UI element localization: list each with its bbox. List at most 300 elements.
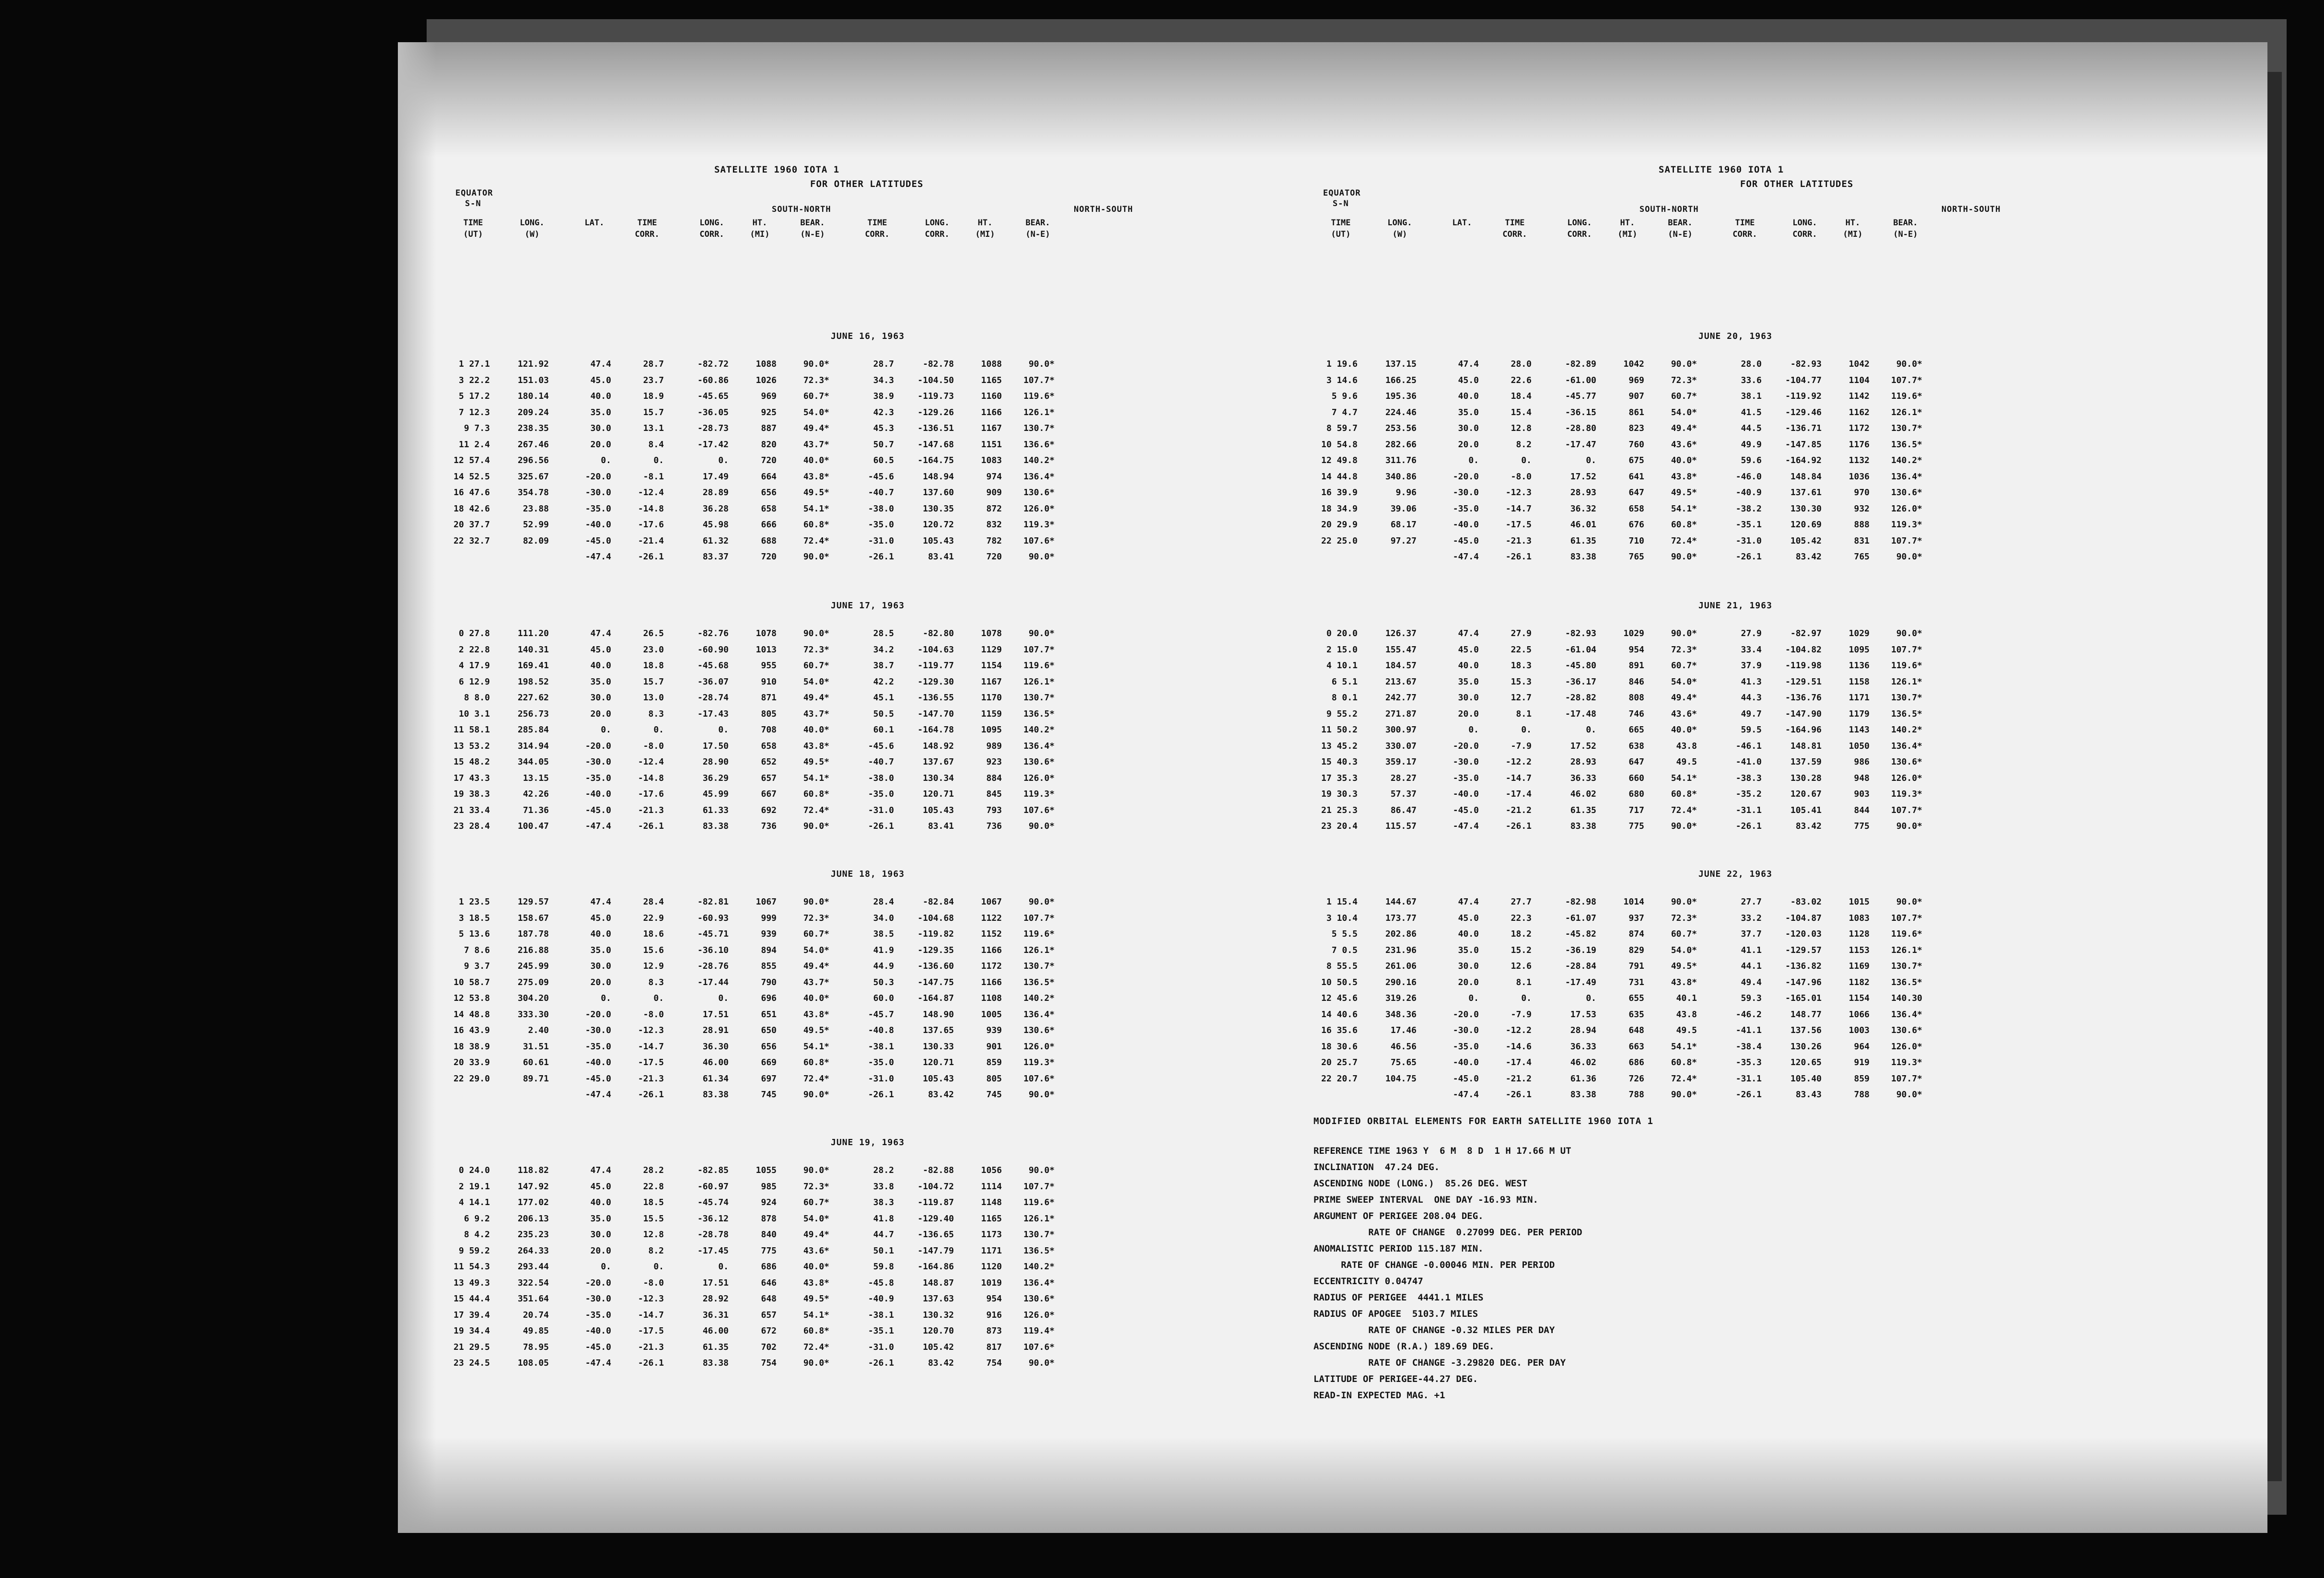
cell-time-corr-ns: 50.7 bbox=[873, 439, 894, 450]
header-latitude: LAT. bbox=[1452, 218, 1472, 228]
cell-time-corr-ns: -40.7 bbox=[868, 757, 894, 767]
cell-latitude: 35.0 bbox=[590, 676, 611, 687]
cell-longitude: 97.27 bbox=[1390, 535, 1417, 546]
cell-time-corr-ns: 44.7 bbox=[873, 1230, 894, 1240]
cell-longitude: 42.26 bbox=[523, 789, 549, 799]
cell-height-ns: 1104 bbox=[1848, 375, 1870, 385]
cell-bearing-sn: 49.5* bbox=[803, 487, 829, 498]
cell-bearing-ns: 130.7* bbox=[1023, 693, 1055, 703]
cell-latitude: 47.4 bbox=[590, 628, 611, 638]
date-heading: JUNE 22, 1963 bbox=[1698, 869, 1772, 879]
cell-height-ns: 805 bbox=[986, 1073, 1002, 1084]
cell-bearing-sn: 60.7* bbox=[803, 1197, 829, 1207]
cell-time-corr-ns: -38.0 bbox=[868, 503, 894, 514]
cell-bearing-ns: 126.1* bbox=[1023, 407, 1055, 418]
cell-time-corr-sn: -26.1 bbox=[638, 1090, 664, 1100]
cell-time-corr-ns: -35.0 bbox=[868, 1057, 894, 1067]
cell-height-ns: 1142 bbox=[1848, 391, 1870, 401]
cell-height-ns: 1169 bbox=[1848, 961, 1870, 971]
cell-longitude: 39.06 bbox=[1390, 503, 1417, 514]
cell-time-corr-sn: -17.5 bbox=[638, 1326, 664, 1336]
cell-height-ns: 909 bbox=[986, 487, 1002, 498]
cell-bearing-sn: 90.0* bbox=[803, 821, 829, 831]
cell-longitude: 184.57 bbox=[1385, 661, 1417, 671]
cell-time-ut: 5 9.6 bbox=[1331, 391, 1358, 401]
cell-time-ut: 21 29.5 bbox=[453, 1342, 490, 1352]
cell-height-sn: 871 bbox=[761, 693, 777, 703]
cell-long-corr-ns: -147.68 bbox=[918, 439, 954, 450]
cell-latitude: 47.4 bbox=[1458, 359, 1479, 369]
cell-long-corr-ns: 137.59 bbox=[1790, 757, 1822, 767]
cell-bearing-sn: 43.8 bbox=[1676, 741, 1697, 751]
cell-time-corr-ns: 49.7 bbox=[1741, 708, 1762, 719]
scanned-document bbox=[398, 42, 2267, 1533]
cell-longitude: 13.15 bbox=[523, 773, 549, 783]
cell-time-corr-sn: 15.2 bbox=[1511, 945, 1532, 955]
cell-time-corr-ns: 45.1 bbox=[873, 693, 894, 703]
cell-latitude: -20.0 bbox=[1452, 471, 1479, 482]
cell-height-ns: 923 bbox=[986, 757, 1002, 767]
cell-bearing-ns: 140.2* bbox=[1023, 993, 1055, 1003]
cell-time-corr-ns: -38.4 bbox=[1735, 1041, 1762, 1052]
cell-long-corr-sn: -17.45 bbox=[697, 1245, 729, 1256]
cell-time-ut: 5 5.5 bbox=[1331, 929, 1358, 939]
cell-height-ns: 1143 bbox=[1848, 725, 1870, 735]
cell-height-ns: 1083 bbox=[1848, 913, 1870, 923]
cell-latitude: -20.0 bbox=[585, 471, 611, 482]
cell-height-sn: 754 bbox=[761, 1358, 777, 1368]
cell-longitude: 60.61 bbox=[523, 1057, 549, 1067]
cell-bearing-ns: 90.0* bbox=[1028, 1165, 1055, 1175]
cell-height-ns: 765 bbox=[1854, 552, 1870, 562]
cell-bearing-sn: 54.1* bbox=[803, 503, 829, 514]
cell-time-corr-sn: 15.3 bbox=[1511, 676, 1532, 687]
header-long-corr-sn: LONG. bbox=[699, 218, 724, 228]
cell-time-ut: 7 12.3 bbox=[458, 407, 490, 418]
cell-time-corr-ns: 33.4 bbox=[1741, 644, 1762, 655]
cell-time-ut: 1 15.4 bbox=[1326, 897, 1358, 907]
header-bearing-ns: BEAR. bbox=[1893, 218, 1918, 228]
orbital-element-line: ARGUMENT OF PERIGEE 208.04 DEG. bbox=[1313, 1211, 1484, 1221]
cell-bearing-sn: 40.0* bbox=[803, 455, 829, 465]
cell-height-ns: 1179 bbox=[1848, 708, 1870, 719]
cell-bearing-sn: 72.4* bbox=[803, 805, 829, 815]
table-row bbox=[446, 645, 1290, 661]
cell-time-corr-ns: 41.3 bbox=[1741, 676, 1762, 687]
cell-height-ns: 754 bbox=[986, 1358, 1002, 1368]
header-time-ut: TIME bbox=[463, 218, 483, 228]
cell-bearing-ns: 136.4* bbox=[1023, 1009, 1055, 1020]
cell-time-corr-sn: 15.5 bbox=[643, 1213, 664, 1224]
cell-time-corr-sn: 18.8 bbox=[643, 661, 664, 671]
cell-bearing-ns: 107.6* bbox=[1023, 535, 1055, 546]
cell-time-ut: 0 20.0 bbox=[1326, 628, 1358, 638]
cell-longitude: 285.84 bbox=[517, 725, 549, 735]
cell-latitude: -30.0 bbox=[1452, 487, 1479, 498]
cell-time-corr-sn: 8.1 bbox=[1516, 977, 1532, 987]
cell-long-corr-ns: 83.41 bbox=[928, 552, 954, 562]
cell-long-corr-sn: -36.05 bbox=[697, 407, 729, 418]
cell-height-ns: 964 bbox=[1854, 1041, 1870, 1052]
cell-longitude: 333.30 bbox=[517, 1009, 549, 1020]
header-height-sn: (MI) bbox=[1617, 230, 1638, 239]
cell-long-corr-sn: 61.34 bbox=[702, 1073, 729, 1084]
cell-bearing-ns: 119.6* bbox=[1023, 391, 1055, 401]
cell-long-corr-sn: 61.33 bbox=[702, 805, 729, 815]
cell-time-corr-ns: 44.9 bbox=[873, 961, 894, 971]
cell-time-corr-ns: 38.9 bbox=[873, 391, 894, 401]
cell-bearing-sn: 49.5* bbox=[803, 757, 829, 767]
cell-longitude: 31.51 bbox=[523, 1041, 549, 1052]
cell-bearing-sn: 43.7* bbox=[803, 439, 829, 450]
cell-bearing-ns: 90.0* bbox=[1028, 1090, 1055, 1100]
cell-bearing-ns: 126.1* bbox=[1891, 945, 1922, 955]
cell-long-corr-sn: -28.78 bbox=[697, 1230, 729, 1240]
cell-time-corr-sn: -21.4 bbox=[638, 535, 664, 546]
cell-longitude: 330.07 bbox=[1385, 741, 1417, 751]
cell-long-corr-sn: 45.98 bbox=[702, 520, 729, 530]
orbital-element-line: ECCENTRICITY 0.04747 bbox=[1313, 1276, 1423, 1287]
cell-longitude: 82.09 bbox=[523, 535, 549, 546]
table-row bbox=[1313, 1057, 2157, 1074]
cell-latitude: -35.0 bbox=[585, 1041, 611, 1052]
cell-time-corr-sn: -21.3 bbox=[638, 1073, 664, 1084]
cell-latitude: 20.0 bbox=[590, 708, 611, 719]
cell-long-corr-ns: -82.80 bbox=[922, 628, 954, 638]
cell-time-corr-ns: 49.9 bbox=[1741, 439, 1762, 450]
cell-latitude: 30.0 bbox=[590, 693, 611, 703]
cell-height-ns: 859 bbox=[1854, 1073, 1870, 1084]
table-row bbox=[446, 1057, 1290, 1074]
cell-height-sn: 1067 bbox=[755, 897, 777, 907]
cell-bearing-ns: 90.0* bbox=[1028, 1358, 1055, 1368]
cell-longitude: 144.67 bbox=[1385, 897, 1417, 907]
cell-latitude: -35.0 bbox=[585, 503, 611, 514]
cell-longitude: 115.57 bbox=[1385, 821, 1417, 831]
cell-latitude: 30.0 bbox=[590, 1230, 611, 1240]
cell-height-ns: 1128 bbox=[1848, 929, 1870, 939]
cell-long-corr-ns: 130.26 bbox=[1790, 1041, 1822, 1052]
cell-long-corr-sn: -17.43 bbox=[697, 708, 729, 719]
header-height-sn: (MI) bbox=[750, 230, 770, 239]
cell-longitude: 169.41 bbox=[517, 661, 549, 671]
cell-long-corr-sn: -28.73 bbox=[697, 423, 729, 433]
cell-height-ns: 817 bbox=[986, 1342, 1002, 1352]
cell-bearing-ns: 90.0* bbox=[1028, 628, 1055, 638]
cell-time-corr-sn: 12.7 bbox=[1511, 693, 1532, 703]
orbital-element-line: PRIME SWEEP INTERVAL ONE DAY -16.93 MIN. bbox=[1313, 1195, 1538, 1205]
cell-long-corr-ns: 83.41 bbox=[928, 821, 954, 831]
cell-height-sn: 760 bbox=[1628, 439, 1644, 450]
cell-time-corr-ns: 33.2 bbox=[1741, 913, 1762, 923]
cell-bearing-ns: 136.5* bbox=[1891, 439, 1922, 450]
cell-long-corr-sn: 83.38 bbox=[1570, 821, 1596, 831]
table-row bbox=[446, 961, 1290, 977]
cell-long-corr-ns: -136.76 bbox=[1785, 693, 1822, 703]
cell-long-corr-sn: -60.93 bbox=[697, 913, 729, 923]
table-row bbox=[446, 1009, 1290, 1026]
cell-height-sn: 702 bbox=[761, 1342, 777, 1352]
cell-height-ns: 1056 bbox=[981, 1165, 1002, 1175]
cell-height-ns: 1159 bbox=[981, 708, 1002, 719]
header-bearing-ns: (N-E) bbox=[1025, 230, 1050, 239]
cell-height-sn: 664 bbox=[761, 471, 777, 482]
cell-bearing-ns: 119.3* bbox=[1891, 520, 1922, 530]
cell-bearing-sn: 72.3* bbox=[803, 913, 829, 923]
cell-time-corr-sn: 15.6 bbox=[643, 945, 664, 955]
cell-bearing-ns: 90.0* bbox=[1028, 897, 1055, 907]
cell-long-corr-sn: 36.31 bbox=[702, 1310, 729, 1320]
cell-long-corr-ns: 137.63 bbox=[922, 1294, 954, 1304]
cell-time-corr-sn: 0. bbox=[1521, 455, 1532, 465]
cell-time-corr-sn: -14.7 bbox=[1505, 773, 1532, 783]
cell-longitude: 261.06 bbox=[1385, 961, 1417, 971]
cell-height-ns: 1148 bbox=[981, 1197, 1002, 1207]
cell-long-corr-ns: -147.79 bbox=[918, 1245, 954, 1256]
cell-time-ut: 8 8.0 bbox=[464, 693, 490, 703]
cell-height-sn: 697 bbox=[761, 1073, 777, 1084]
cell-height-sn: 692 bbox=[761, 805, 777, 815]
orbital-element-line: RATE OF CHANGE -0.00046 MIN. PER PERIOD bbox=[1313, 1260, 1555, 1270]
cell-bearing-sn: 72.3* bbox=[803, 644, 829, 655]
cell-longitude: 49.85 bbox=[523, 1326, 549, 1336]
cell-time-corr-sn: -17.4 bbox=[1505, 789, 1532, 799]
cell-time-corr-ns: -26.1 bbox=[868, 552, 894, 562]
cell-height-ns: 1162 bbox=[1848, 407, 1870, 418]
cell-bearing-sn: 49.5* bbox=[803, 1294, 829, 1304]
cell-height-ns: 939 bbox=[986, 1025, 1002, 1035]
table-row bbox=[1313, 1025, 2157, 1042]
cell-height-ns: 1122 bbox=[981, 913, 1002, 923]
cell-longitude: 177.02 bbox=[517, 1197, 549, 1207]
cell-height-ns: 1182 bbox=[1848, 977, 1870, 987]
cell-longitude: 314.94 bbox=[517, 741, 549, 751]
cell-latitude: 47.4 bbox=[1458, 897, 1479, 907]
cell-time-corr-ns: 50.3 bbox=[873, 977, 894, 987]
cell-time-corr-ns: -26.1 bbox=[1735, 1090, 1762, 1100]
cell-long-corr-sn: 0. bbox=[718, 993, 729, 1003]
cell-time-corr-ns: 42.3 bbox=[873, 407, 894, 418]
cell-time-corr-ns: -31.0 bbox=[868, 535, 894, 546]
table-row bbox=[1313, 993, 2157, 1009]
cell-bearing-ns: 107.7* bbox=[1023, 375, 1055, 385]
cell-bearing-sn: 49.4* bbox=[803, 961, 829, 971]
cell-height-ns: 1167 bbox=[981, 423, 1002, 433]
cell-latitude: 45.0 bbox=[590, 913, 611, 923]
cell-bearing-sn: 54.0* bbox=[1671, 945, 1697, 955]
cell-time-corr-sn: -21.2 bbox=[1505, 805, 1532, 815]
cell-time-corr-ns: 33.8 bbox=[873, 1181, 894, 1192]
table-row bbox=[446, 1326, 1290, 1342]
orbital-elements-block bbox=[1313, 1116, 2033, 1406]
cell-long-corr-sn: 17.51 bbox=[702, 1009, 729, 1020]
cell-height-sn: 646 bbox=[761, 1277, 777, 1288]
cell-long-corr-sn: -60.90 bbox=[697, 644, 729, 655]
cell-latitude: -30.0 bbox=[585, 1025, 611, 1035]
cell-height-ns: 1171 bbox=[981, 1245, 1002, 1256]
cell-height-ns: 884 bbox=[986, 773, 1002, 783]
table-row bbox=[446, 359, 1290, 375]
cell-height-sn: 1013 bbox=[755, 644, 777, 655]
table-row bbox=[446, 709, 1290, 725]
cell-height-sn: 651 bbox=[761, 1009, 777, 1020]
table-row bbox=[446, 1278, 1290, 1294]
cell-long-corr-ns: -129.40 bbox=[918, 1213, 954, 1224]
cell-time-corr-ns: 59.8 bbox=[873, 1262, 894, 1272]
cell-latitude: -40.0 bbox=[585, 520, 611, 530]
table-row bbox=[446, 520, 1290, 536]
cell-height-sn: 669 bbox=[761, 1057, 777, 1067]
cell-longitude: 271.87 bbox=[1385, 708, 1417, 719]
cell-time-ut: 23 28.4 bbox=[453, 821, 490, 831]
header-long-corr-ns: CORR. bbox=[925, 230, 950, 239]
cell-long-corr-sn: -82.89 bbox=[1565, 359, 1596, 369]
cell-time-corr-ns: -38.1 bbox=[868, 1041, 894, 1052]
cell-latitude: -45.0 bbox=[585, 1342, 611, 1352]
cell-long-corr-ns: 148.77 bbox=[1790, 1009, 1822, 1020]
cell-height-sn: 861 bbox=[1628, 407, 1644, 418]
cell-long-corr-ns: -104.68 bbox=[918, 913, 954, 923]
cell-height-ns: 1036 bbox=[1848, 471, 1870, 482]
cell-latitude: 0. bbox=[1468, 455, 1479, 465]
cell-height-ns: 1165 bbox=[981, 375, 1002, 385]
cell-bearing-ns: 119.3* bbox=[1891, 789, 1922, 799]
cell-height-sn: 820 bbox=[761, 439, 777, 450]
cell-time-corr-ns: -26.1 bbox=[868, 1358, 894, 1368]
cell-bearing-ns: 126.1* bbox=[1023, 676, 1055, 687]
cell-bearing-ns: 136.5* bbox=[1023, 1245, 1055, 1256]
cell-latitude: -47.4 bbox=[1452, 821, 1479, 831]
table-row bbox=[1313, 504, 2157, 520]
north-south-label: NORTH-SOUTH bbox=[1941, 205, 2001, 214]
table-row bbox=[446, 805, 1290, 822]
cell-latitude: 30.0 bbox=[1458, 423, 1479, 433]
cell-height-ns: 1003 bbox=[1848, 1025, 1870, 1035]
table-row bbox=[446, 407, 1290, 424]
cell-time-corr-sn: 12.8 bbox=[1511, 423, 1532, 433]
cell-long-corr-ns: -83.02 bbox=[1790, 897, 1822, 907]
cell-bearing-sn: 72.3* bbox=[1671, 375, 1697, 385]
cell-longitude: 46.56 bbox=[1390, 1041, 1417, 1052]
cell-time-ut: 7 8.6 bbox=[464, 945, 490, 955]
cell-height-sn: 731 bbox=[1628, 977, 1644, 987]
cell-height-ns: 1172 bbox=[1848, 423, 1870, 433]
cell-time-corr-sn: 28.2 bbox=[643, 1165, 664, 1175]
cell-long-corr-ns: 83.42 bbox=[928, 1090, 954, 1100]
s-n-label: S-N bbox=[1333, 199, 1349, 209]
cell-long-corr-ns: 130.32 bbox=[922, 1310, 954, 1320]
cell-time-corr-ns: 45.3 bbox=[873, 423, 894, 433]
cell-bearing-sn: 72.3* bbox=[1671, 644, 1697, 655]
cell-time-corr-ns: 44.3 bbox=[1741, 693, 1762, 703]
cell-time-corr-sn: -14.6 bbox=[1505, 1041, 1532, 1052]
cell-long-corr-ns: 105.41 bbox=[1790, 805, 1822, 815]
table-row bbox=[1313, 1090, 2157, 1106]
header-height-ns: (MI) bbox=[975, 230, 995, 239]
cell-time-corr-sn: -17.5 bbox=[1505, 520, 1532, 530]
cell-longitude: 267.46 bbox=[517, 439, 549, 450]
header-time-corr-sn: CORR. bbox=[1502, 230, 1527, 239]
cell-height-ns: 1165 bbox=[981, 1213, 1002, 1224]
cell-height-ns: 1167 bbox=[981, 676, 1002, 687]
cell-height-sn: 808 bbox=[1628, 693, 1644, 703]
cell-time-corr-ns: 28.7 bbox=[873, 359, 894, 369]
cell-long-corr-ns: -119.77 bbox=[918, 661, 954, 671]
cell-time-ut: 4 10.1 bbox=[1326, 661, 1358, 671]
cell-height-ns: 1151 bbox=[981, 439, 1002, 450]
cell-longitude: 242.77 bbox=[1385, 693, 1417, 703]
cell-time-ut: 10 3.1 bbox=[458, 708, 490, 719]
cell-time-corr-sn: 0. bbox=[1521, 993, 1532, 1003]
cell-long-corr-ns: -82.88 bbox=[922, 1165, 954, 1175]
cell-bearing-sn: 90.0* bbox=[1671, 821, 1697, 831]
cell-bearing-sn: 43.7* bbox=[803, 977, 829, 987]
table-row bbox=[446, 693, 1290, 709]
cell-height-ns: 1166 bbox=[981, 977, 1002, 987]
cell-bearing-sn: 43.8* bbox=[803, 1009, 829, 1020]
table-row bbox=[446, 661, 1290, 677]
cell-latitude: -30.0 bbox=[585, 1294, 611, 1304]
header-bearing-ns: BEAR. bbox=[1025, 218, 1050, 228]
cell-time-ut: 6 9.2 bbox=[464, 1213, 490, 1224]
table-row bbox=[446, 897, 1290, 913]
cell-time-corr-sn: 15.7 bbox=[643, 407, 664, 418]
header-bearing-sn: BEAR. bbox=[1668, 218, 1693, 228]
cell-time-corr-sn: 8.2 bbox=[648, 1245, 664, 1256]
cell-time-corr-ns: -46.2 bbox=[1735, 1009, 1762, 1020]
cell-bearing-ns: 130.6* bbox=[1891, 757, 1922, 767]
cell-longitude: 104.75 bbox=[1385, 1073, 1417, 1084]
cell-long-corr-sn: 61.35 bbox=[1570, 535, 1596, 546]
cell-bearing-ns: 107.7* bbox=[1891, 1073, 1922, 1084]
table-row bbox=[1313, 897, 2157, 913]
cell-longitude: 213.67 bbox=[1385, 676, 1417, 687]
cell-longitude: 359.17 bbox=[1385, 757, 1417, 767]
data-rows bbox=[1313, 359, 2157, 568]
cell-height-ns: 1154 bbox=[981, 661, 1002, 671]
cell-bearing-sn: 90.0* bbox=[1671, 359, 1697, 369]
cell-bearing-sn: 60.7* bbox=[1671, 661, 1697, 671]
cell-height-ns: 989 bbox=[986, 741, 1002, 751]
cell-long-corr-sn: -45.74 bbox=[697, 1197, 729, 1207]
cell-bearing-sn: 40.0* bbox=[1671, 455, 1697, 465]
cell-time-corr-sn: -12.4 bbox=[638, 757, 664, 767]
table-row bbox=[446, 993, 1290, 1009]
cell-time-ut: 19 38.3 bbox=[453, 789, 490, 799]
cell-time-ut: 17 35.3 bbox=[1321, 773, 1358, 783]
cell-long-corr-sn: 0. bbox=[718, 1262, 729, 1272]
cell-bearing-sn: 60.8* bbox=[1671, 1057, 1697, 1067]
cell-height-sn: 688 bbox=[761, 535, 777, 546]
cell-long-corr-sn: -82.93 bbox=[1565, 628, 1596, 638]
table-row bbox=[446, 536, 1290, 552]
cell-height-ns: 831 bbox=[1854, 535, 1870, 546]
cell-bearing-ns: 136.4* bbox=[1891, 471, 1922, 482]
cell-bearing-sn: 49.5 bbox=[1676, 757, 1697, 767]
cell-height-sn: 652 bbox=[761, 757, 777, 767]
cell-long-corr-sn: 28.93 bbox=[1570, 757, 1596, 767]
cell-longitude: 293.44 bbox=[517, 1262, 549, 1272]
cell-height-sn: 765 bbox=[1628, 552, 1644, 562]
cell-bearing-sn: 60.8* bbox=[1671, 789, 1697, 799]
cell-latitude: 20.0 bbox=[590, 439, 611, 450]
cell-time-ut: 0 24.0 bbox=[458, 1165, 490, 1175]
cell-bearing-ns: 107.7* bbox=[1891, 805, 1922, 815]
cell-latitude: -30.0 bbox=[1452, 757, 1479, 767]
cell-long-corr-ns: -82.93 bbox=[1790, 359, 1822, 369]
cell-bearing-sn: 90.0* bbox=[803, 1358, 829, 1368]
cell-time-ut: 23 24.5 bbox=[453, 1358, 490, 1368]
